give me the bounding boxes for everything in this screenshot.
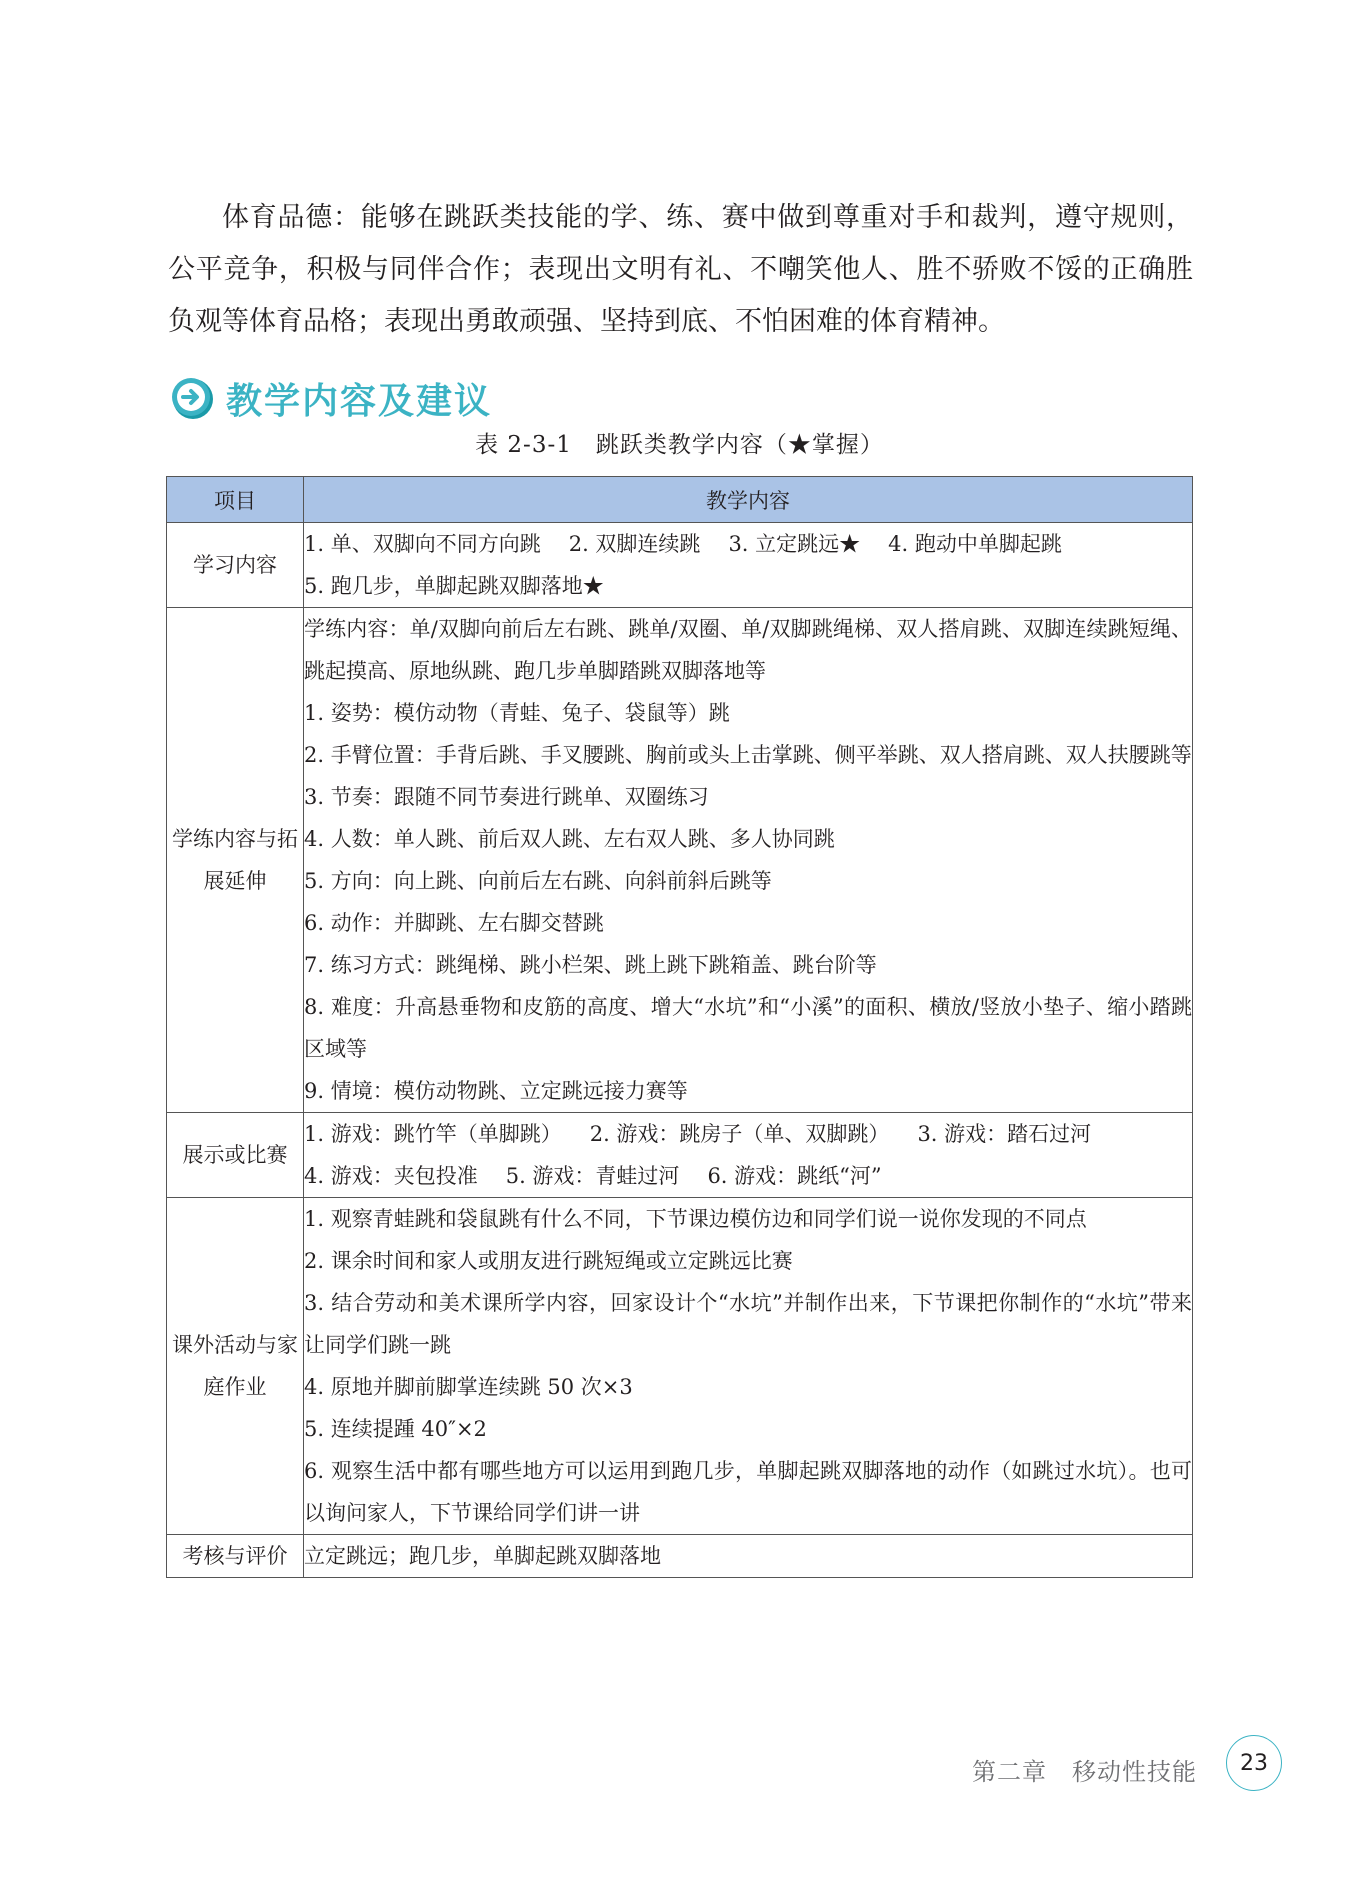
content-item: 1. 游戏：跳竹竿（单脚跳）: [304, 1122, 562, 1146]
row-label: 学习内容: [167, 523, 304, 608]
content-item: 9. 情境：模仿动物跳、立定跳远接力赛等: [304, 1079, 688, 1103]
content-item: 1. 单、双脚向不同方向跳: [304, 532, 541, 556]
content-item: 3. 节奏：跟随不同节奏进行跳单、双圈练习: [304, 785, 709, 809]
content-line: [304, 1450, 1192, 1534]
content-line: [304, 776, 1192, 818]
teaching-content-table: [166, 476, 1193, 1578]
content-line: [304, 1408, 1192, 1450]
section-heading: [170, 370, 492, 426]
header-item: 项目: [167, 477, 304, 523]
content-item: 学练内容：单/双脚向前后左右跳、跳单/双圈、单/双脚跳绳梯、双人搭肩跳、双脚连续跳短绳、跳起摸高、原地纵跳、跑几步单脚踏跳双脚落地等: [304, 617, 1192, 683]
content-line: [304, 1535, 1192, 1577]
content-line: [304, 1070, 1192, 1112]
row-label: 学练内容与拓展延伸: [167, 608, 304, 1113]
page-number: 23: [1226, 1735, 1282, 1791]
content-line: [304, 986, 1192, 1070]
row-content: [304, 1535, 1193, 1578]
content-item: 4. 人数：单人跳、前后双人跳、左右双人跳、多人协同跳: [304, 827, 835, 851]
content-line: [304, 902, 1192, 944]
arrow-right-circle-icon: [170, 375, 216, 421]
content-item: 2. 手臂位置：手背后跳、手叉腰跳、胸前或头上击掌跳、侧平举跳、双人搭肩跳、双人扶腰跳等: [304, 743, 1192, 767]
content-item: 4. 游戏：夹包投准: [304, 1164, 478, 1188]
content-item: 8. 难度：升高悬垂物和皮筋的高度、增大“水坑”和“小溪”的面积、横放/竖放小垫子、缩小踏跳区域等: [304, 995, 1192, 1061]
table-row: [167, 608, 1193, 1113]
content-item: 2. 双脚连续跳: [568, 532, 701, 556]
content-line: [304, 1113, 1192, 1155]
content-line: [304, 1198, 1192, 1240]
section-title: 教学内容及建议: [226, 380, 493, 422]
content-line: [304, 1366, 1192, 1408]
row-label: 课外活动与家庭作业: [167, 1198, 304, 1535]
row-content: [304, 608, 1193, 1113]
table-row: [167, 1535, 1193, 1578]
content-item: 2. 游戏：跳房子（单、双脚跳）: [589, 1122, 890, 1146]
content-line: [304, 692, 1192, 734]
content-item: 3. 游戏：踏石过河: [917, 1122, 1092, 1146]
content-item: 5. 跑几步，单脚起跳双脚落地★: [304, 574, 604, 598]
content-item: 3. 立定跳远★: [728, 532, 861, 556]
content-line: [304, 944, 1192, 986]
content-line: [304, 860, 1192, 902]
content-item: 6. 观察生活中都有哪些地方可以运用到跑几步，单脚起跳双脚落地的动作（如跳过水坑）。也可以询问家人，下节课给同学们讲一讲: [304, 1459, 1192, 1525]
content-item: 4. 原地并脚前脚掌连续跳 50 次×3: [304, 1375, 633, 1399]
row-content: [304, 1113, 1193, 1198]
content-item: 3. 结合劳动和美术课所学内容，回家设计个“水坑”并制作出来，下节课把你制作的“水坑”带来让同学们跳一跳: [304, 1291, 1192, 1357]
content-line: [304, 608, 1192, 692]
row-label: 考核与评价: [167, 1535, 304, 1578]
row-label: 展示或比赛: [167, 1113, 304, 1198]
content-item: 6. 动作：并脚跳、左右脚交替跳: [304, 911, 604, 935]
chapter-footer: 第二章 移动性技能: [972, 1758, 1197, 1786]
content-item: 立定跳远；跑几步，单脚起跳双脚落地: [304, 1544, 661, 1568]
row-content: [304, 1198, 1193, 1535]
content-item: 1. 姿势：模仿动物（青蛙、兔子、袋鼠等）跳: [304, 701, 730, 725]
content-item: 2. 课余时间和家人或朋友进行跳短绳或立定跳远比赛: [304, 1249, 793, 1273]
content-line: [304, 523, 1192, 565]
content-line: [304, 734, 1192, 776]
header-content: 教学内容: [304, 477, 1193, 523]
content-item: 4. 跑动中单脚起跳: [888, 532, 1062, 556]
content-item: 5. 游戏：青蛙过河: [505, 1164, 680, 1188]
table-row: [167, 523, 1193, 608]
content-item: 5. 连续提踵 40″×2: [304, 1417, 487, 1441]
content-line: [304, 818, 1192, 860]
content-item: 1. 观察青蛙跳和袋鼠跳有什么不同，下节课边模仿边和同学们说一说你发现的不同点: [304, 1207, 1087, 1231]
table-row: [167, 1113, 1193, 1198]
content-line: [304, 1282, 1192, 1366]
table-caption: 表 2-3-1 跳跃类教学内容（★掌握）: [475, 432, 884, 458]
table-header-row: [167, 477, 1193, 523]
row-content: [304, 523, 1193, 608]
content-line: [304, 1155, 1192, 1197]
intro-paragraph: 体育品德：能够在跳跃类技能的学、练、赛中做到尊重对手和裁判，遵守规则，公平竞争，积极与同伴合作；表现出文明有礼、不嘲笑他人、胜不骄败不馁的正确胜负观等体育品格；表现出勇敢顽强、坚持到底、不怕困难的体育精神。: [168, 202, 1193, 337]
table-row: [167, 1198, 1193, 1535]
content-item: 6. 游戏：跳纸“河”: [707, 1164, 882, 1188]
content-line: [304, 1240, 1192, 1282]
content-line: [304, 565, 1192, 607]
content-item: 5. 方向：向上跳、向前后左右跳、向斜前斜后跳等: [304, 869, 772, 893]
content-item: 7. 练习方式：跳绳梯、跳小栏架、跳上跳下跳箱盖、跳台阶等: [304, 953, 877, 977]
